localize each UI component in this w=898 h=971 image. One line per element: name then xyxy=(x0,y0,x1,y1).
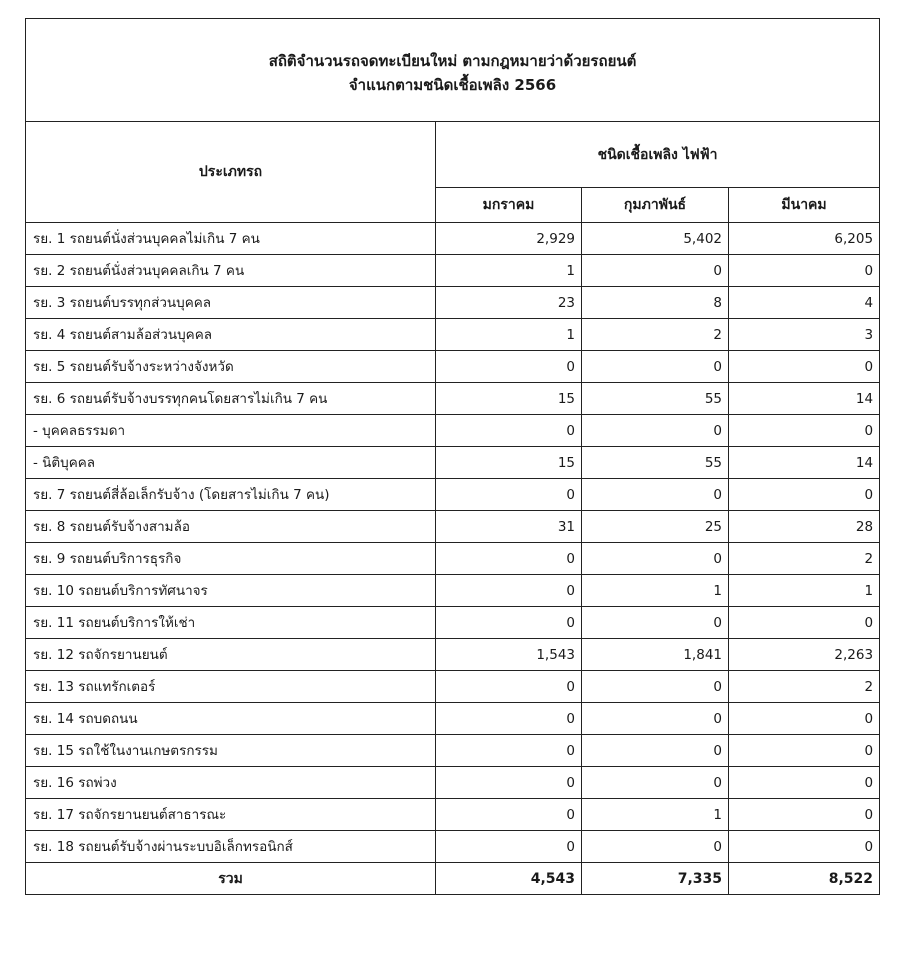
table-row xyxy=(26,703,880,735)
row-value-feb: 0 xyxy=(582,415,729,447)
row-value-feb: 0 xyxy=(582,767,729,799)
title-line-2: จำแนกตามชนิดเชื้อเพลิง 2566 xyxy=(348,76,557,94)
row-value-mar: 14 xyxy=(729,383,880,415)
header-month-jan: มกราคม xyxy=(436,188,582,223)
row-value-feb: 5,402 xyxy=(582,223,729,255)
registration-table xyxy=(25,18,880,895)
row-value-jan: 0 xyxy=(436,575,582,607)
row-label: รย. 16 รถพ่วง xyxy=(26,767,436,799)
row-value-jan: 2,929 xyxy=(436,223,582,255)
table-row xyxy=(26,447,880,479)
row-value-mar: 3 xyxy=(729,319,880,351)
row-label: รย. 11 รถยนต์บริการให้เช่า xyxy=(26,607,436,639)
statistics-sheet xyxy=(25,18,879,895)
row-label: รย. 8 รถยนต์รับจ้างสามล้อ xyxy=(26,511,436,543)
total-row xyxy=(26,863,880,895)
row-value-jan: 15 xyxy=(436,383,582,415)
header-fuel-type: ชนิดเชื้อเพลิง ไฟฟ้า xyxy=(436,122,880,188)
row-label: รย. 13 รถแทรักเตอร์ xyxy=(26,671,436,703)
row-value-jan: 0 xyxy=(436,543,582,575)
row-label: รย. 1 รถยนต์นั่งส่วนบุคคลไม่เกิน 7 คน xyxy=(26,223,436,255)
row-value-jan: 0 xyxy=(436,831,582,863)
row-value-jan: 0 xyxy=(436,735,582,767)
row-value-mar: 0 xyxy=(729,767,880,799)
table-row xyxy=(26,287,880,319)
row-label: รย. 14 รถบดถนน xyxy=(26,703,436,735)
row-value-feb: 0 xyxy=(582,479,729,511)
total-label: รวม xyxy=(26,863,436,895)
row-value-feb: 0 xyxy=(582,607,729,639)
row-value-mar: 0 xyxy=(729,479,880,511)
row-value-mar: 0 xyxy=(729,351,880,383)
row-value-mar: 1 xyxy=(729,575,880,607)
row-value-mar: 2,263 xyxy=(729,639,880,671)
row-value-feb: 1,841 xyxy=(582,639,729,671)
row-value-feb: 1 xyxy=(582,799,729,831)
table-row xyxy=(26,351,880,383)
row-value-mar: 0 xyxy=(729,415,880,447)
row-value-feb: 25 xyxy=(582,511,729,543)
row-label: - บุคคลธรรมดา xyxy=(26,415,436,447)
table-row xyxy=(26,479,880,511)
row-value-jan: 31 xyxy=(436,511,582,543)
row-value-jan: 1,543 xyxy=(436,639,582,671)
table-row xyxy=(26,223,880,255)
row-label: รย. 18 รถยนต์รับจ้างผ่านระบบอิเล็กทรอนิกส์ xyxy=(26,831,436,863)
row-value-mar: 14 xyxy=(729,447,880,479)
table-row xyxy=(26,799,880,831)
row-value-mar: 0 xyxy=(729,703,880,735)
row-value-jan: 0 xyxy=(436,767,582,799)
row-label: รย. 6 รถยนต์รับจ้างบรรทุกคนโดยสารไม่เกิน 7 คน xyxy=(26,383,436,415)
row-value-feb: 0 xyxy=(582,351,729,383)
row-value-mar: 4 xyxy=(729,287,880,319)
row-value-feb: 55 xyxy=(582,447,729,479)
table-row xyxy=(26,511,880,543)
row-value-jan: 0 xyxy=(436,703,582,735)
table-row xyxy=(26,639,880,671)
row-value-feb: 55 xyxy=(582,383,729,415)
row-value-jan: 0 xyxy=(436,607,582,639)
table-row xyxy=(26,575,880,607)
row-value-feb: 8 xyxy=(582,287,729,319)
table-row xyxy=(26,607,880,639)
table-body xyxy=(26,223,880,863)
table-row xyxy=(26,735,880,767)
total-value-mar: 8,522 xyxy=(729,863,880,895)
row-value-feb: 0 xyxy=(582,671,729,703)
row-value-jan: 23 xyxy=(436,287,582,319)
table-title xyxy=(26,19,880,122)
row-value-jan: 0 xyxy=(436,799,582,831)
row-value-mar: 2 xyxy=(729,671,880,703)
row-value-mar: 0 xyxy=(729,831,880,863)
row-label: รย. 12 รถจักรยานยนต์ xyxy=(26,639,436,671)
row-value-feb: 1 xyxy=(582,575,729,607)
total-value-jan: 4,543 xyxy=(436,863,582,895)
row-value-jan: 1 xyxy=(436,319,582,351)
table-row xyxy=(26,671,880,703)
row-label: รย. 15 รถใช้ในงานเกษตรกรรม xyxy=(26,735,436,767)
row-value-jan: 0 xyxy=(436,415,582,447)
row-value-feb: 0 xyxy=(582,831,729,863)
table-row xyxy=(26,383,880,415)
row-value-mar: 0 xyxy=(729,799,880,831)
row-value-feb: 0 xyxy=(582,735,729,767)
row-value-mar: 0 xyxy=(729,255,880,287)
row-value-mar: 0 xyxy=(729,735,880,767)
title-row xyxy=(26,19,880,122)
row-value-feb: 0 xyxy=(582,543,729,575)
table-row xyxy=(26,319,880,351)
row-label: รย. 17 รถจักรยานยนต์สาธารณะ xyxy=(26,799,436,831)
row-label: รย. 10 รถยนต์บริการทัศนาจร xyxy=(26,575,436,607)
row-label: รย. 3 รถยนต์บรรทุกส่วนบุคคล xyxy=(26,287,436,319)
header-month-feb: กุมภาพันธ์ xyxy=(582,188,729,223)
row-label: รย. 4 รถยนต์สามล้อส่วนบุคคล xyxy=(26,319,436,351)
row-value-feb: 0 xyxy=(582,255,729,287)
row-value-jan: 1 xyxy=(436,255,582,287)
row-value-jan: 0 xyxy=(436,351,582,383)
row-label: รย. 5 รถยนต์รับจ้างระหว่างจังหวัด xyxy=(26,351,436,383)
header-vehicle-type: ประเภทรถ xyxy=(26,122,436,223)
table-row xyxy=(26,415,880,447)
row-value-jan: 0 xyxy=(436,671,582,703)
table-row xyxy=(26,255,880,287)
row-label: - นิติบุคคล xyxy=(26,447,436,479)
row-value-jan: 15 xyxy=(436,447,582,479)
row-label: รย. 2 รถยนต์นั่งส่วนบุคคลเกิน 7 คน xyxy=(26,255,436,287)
row-label: รย. 9 รถยนต์บริการธุรกิจ xyxy=(26,543,436,575)
row-value-mar: 2 xyxy=(729,543,880,575)
row-value-mar: 6,205 xyxy=(729,223,880,255)
row-value-mar: 0 xyxy=(729,607,880,639)
title-line-1: สถิติจำนวนรถจดทะเบียนใหม่ ตามกฎหมายว่าด้วยรถยนต์ xyxy=(268,52,637,70)
header-row-1 xyxy=(26,122,880,188)
row-value-feb: 0 xyxy=(582,703,729,735)
row-label: รย. 7 รถยนต์สี่ล้อเล็กรับจ้าง (โดยสารไม่เกิน 7 คน) xyxy=(26,479,436,511)
row-value-mar: 28 xyxy=(729,511,880,543)
table-row xyxy=(26,831,880,863)
table-row xyxy=(26,543,880,575)
table-row xyxy=(26,767,880,799)
row-value-feb: 2 xyxy=(582,319,729,351)
row-value-jan: 0 xyxy=(436,479,582,511)
header-month-mar: มีนาคม xyxy=(729,188,880,223)
total-value-feb: 7,335 xyxy=(582,863,729,895)
